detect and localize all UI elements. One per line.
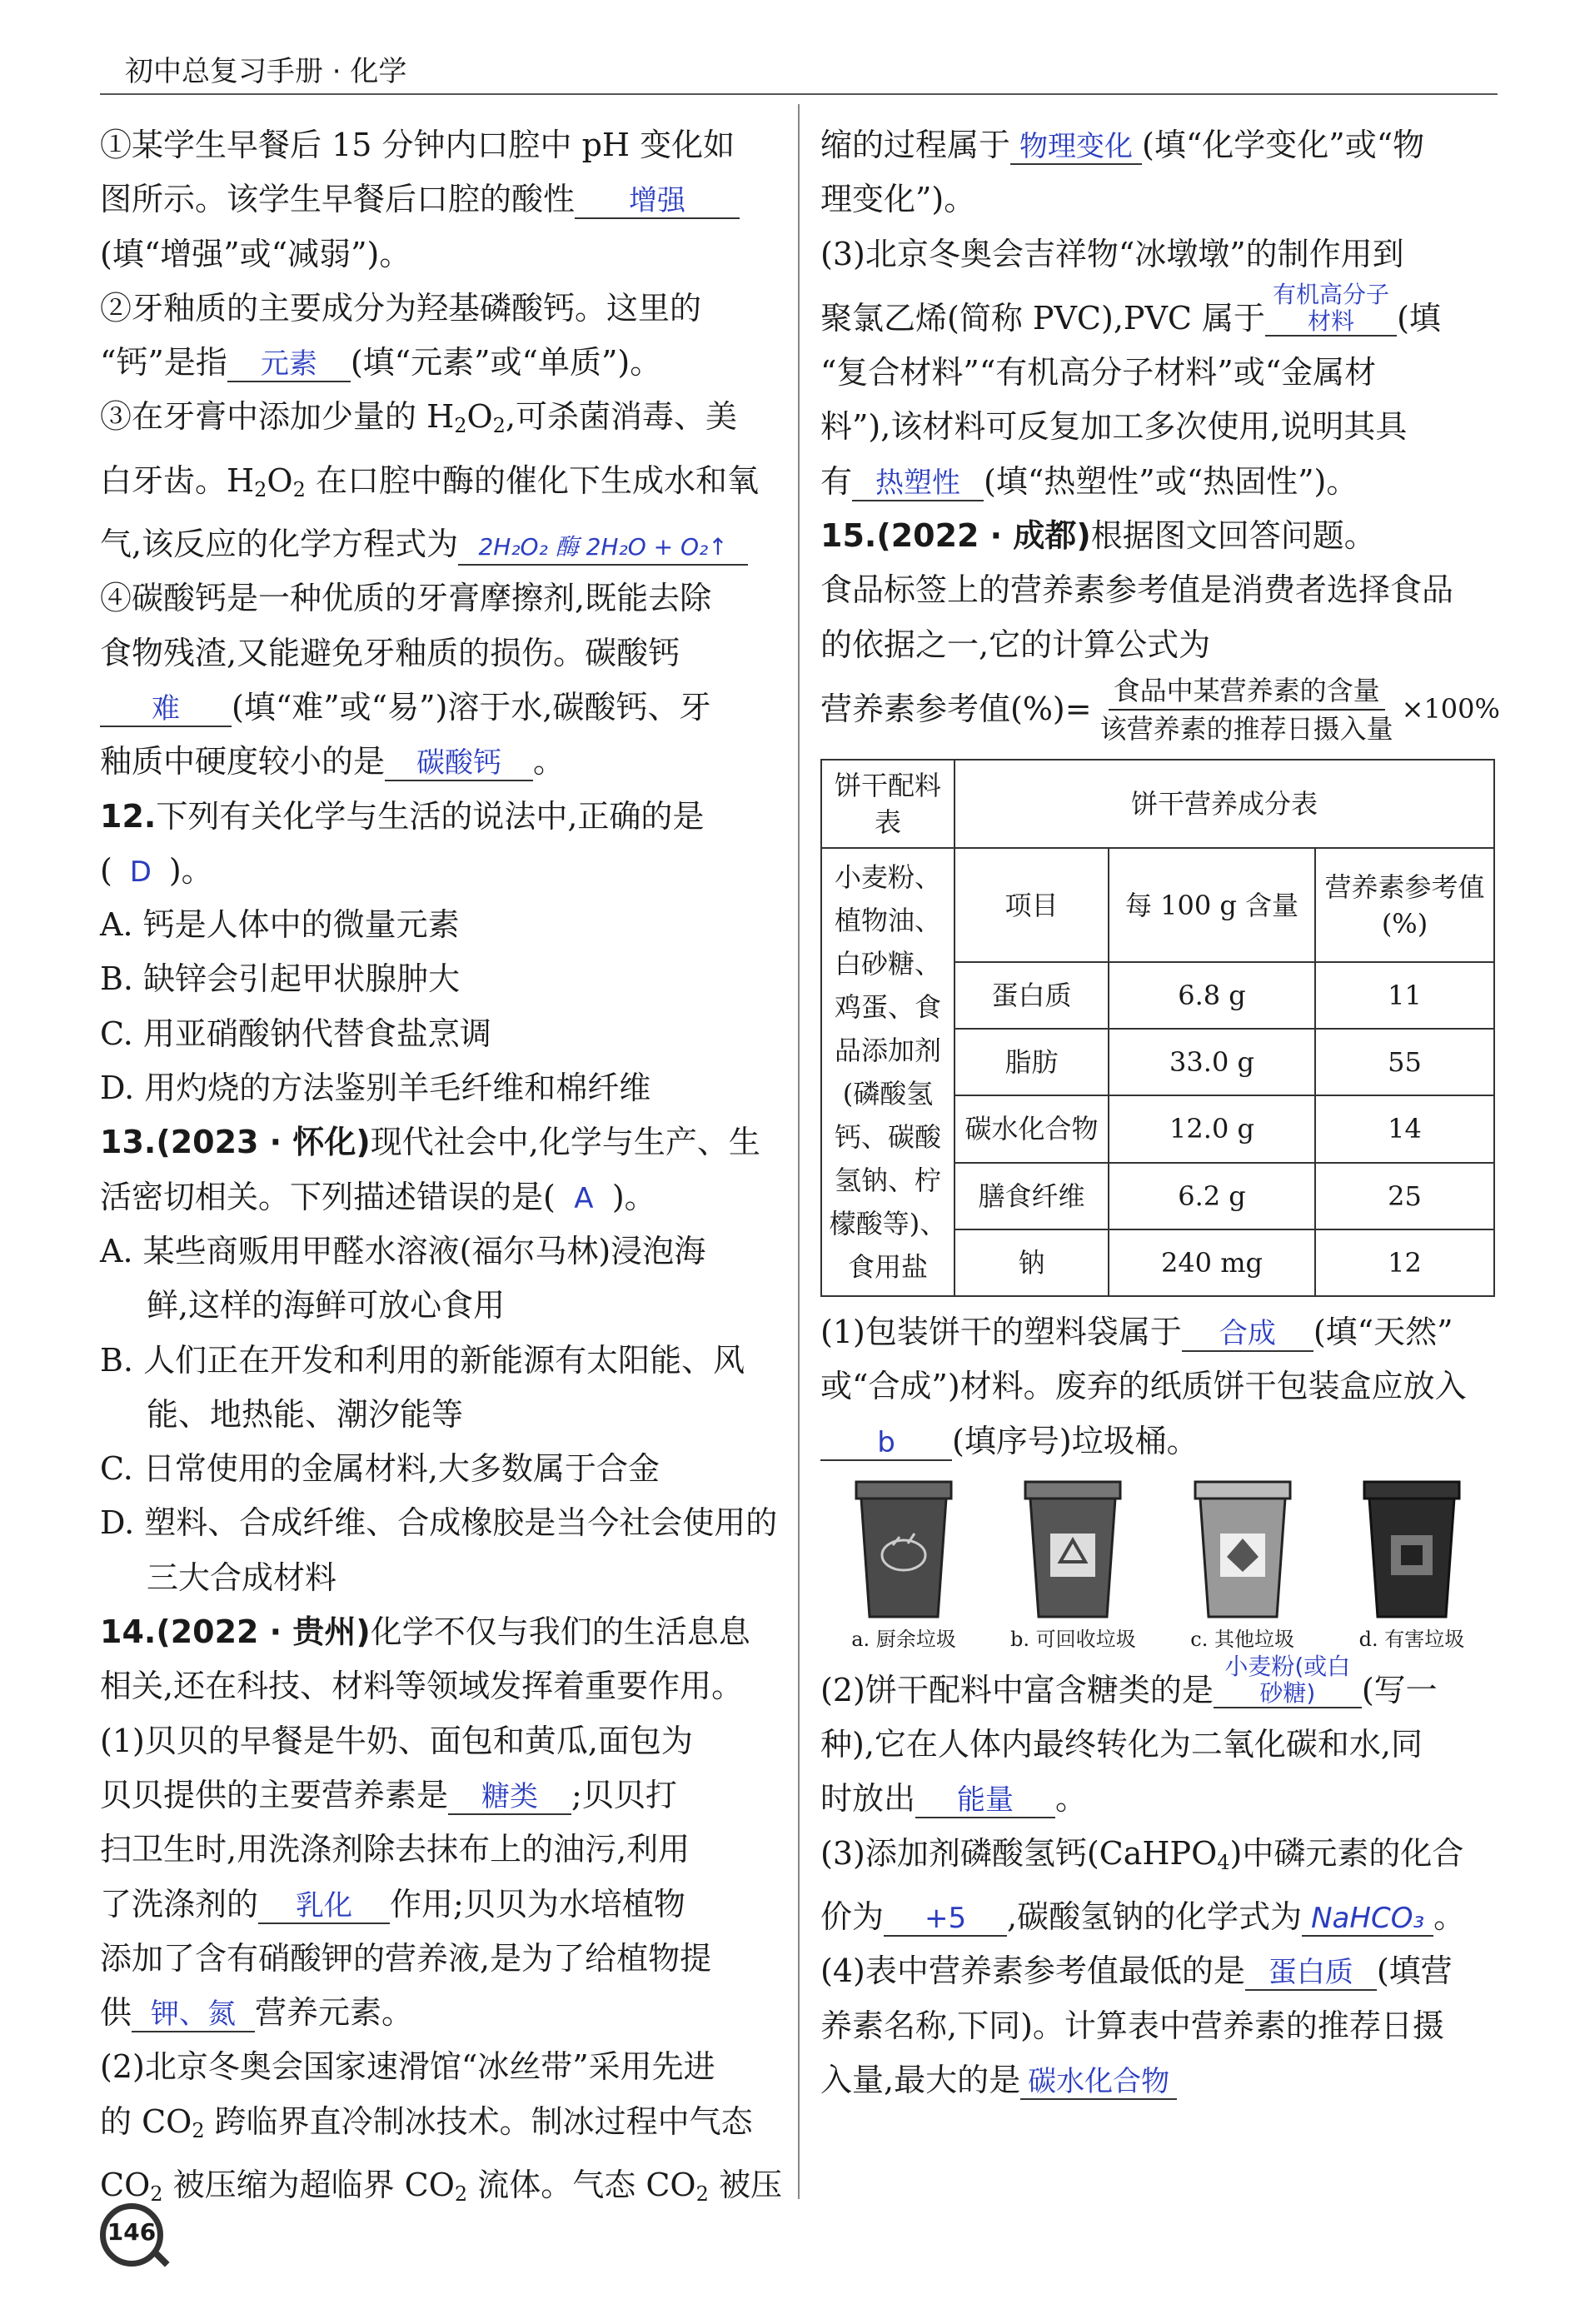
- answer-blank[interactable]: 碳酸钙: [385, 746, 533, 781]
- left-column: [100, 118, 783, 2222]
- table-cell: 钠: [954, 1229, 1109, 1296]
- q11-4-line: [100, 735, 783, 789]
- text: (填“增强”或“减弱”)。: [100, 235, 411, 272]
- q14-3-line: [820, 455, 1499, 509]
- answer-blank[interactable]: 物理变化: [1010, 130, 1142, 165]
- text: (填“热塑性”或“热固性”)。: [984, 462, 1358, 500]
- q14-stem: 相关,还在科技、材料等领域发挥着重要作用。: [100, 1668, 744, 1705]
- text: ,可杀菌消毒、美: [505, 398, 738, 436]
- text: O: [466, 398, 493, 436]
- q11-4-line: [100, 681, 783, 735]
- text: 聚氯乙烯(简称 PVC),PVC 属于: [820, 299, 1266, 337]
- q14-1-line: [100, 1768, 783, 1823]
- table-cell: 6.2 g: [1109, 1163, 1315, 1229]
- text: (填: [1397, 299, 1441, 337]
- text: 白牙齿。H: [100, 461, 255, 499]
- text: 时放出: [820, 1780, 916, 1818]
- question-source: (2022 · 贵州): [156, 1613, 371, 1651]
- table-cell: 240 mg: [1109, 1229, 1315, 1296]
- table-cell: 脂肪: [954, 1029, 1109, 1095]
- text: (2)饼干配料中富含糖类的是: [820, 1671, 1214, 1708]
- text: 根据图文回答问题。: [1090, 517, 1376, 555]
- answer-blank[interactable]: 难: [100, 692, 232, 727]
- text: (填“难”或“易”)溶于水,碳酸钙、牙: [232, 688, 711, 726]
- q13-stem: [100, 1170, 783, 1224]
- text: 营养元素。: [255, 1994, 414, 2032]
- q14-2-line: (2)北京冬奥会国家速滑馆“冰丝带”采用先进: [100, 2048, 715, 2086]
- bin-label: a. 厨余垃圾: [851, 1627, 956, 1651]
- q11-1-line: [100, 227, 783, 282]
- formula-numerator: 食品中某营养素的含量: [1109, 672, 1385, 711]
- subscript: 2: [454, 414, 467, 438]
- text: (填“天然”: [1313, 1313, 1453, 1350]
- text: 了洗涤剂的: [100, 1885, 259, 1923]
- q12-option: A. 钙是人体中的微量元素: [100, 906, 460, 944]
- answer-blank[interactable]: 碳水化合物: [1020, 2065, 1177, 2100]
- q11-4-line: [100, 571, 783, 626]
- q15-2-line: [820, 1653, 1499, 1718]
- q14-3-line: 料”),该材料可反复加工多次使用,说明其具: [820, 408, 1408, 446]
- formula-denominator: 该营养素的推荐日摄入量: [1099, 712, 1393, 745]
- text: ③在牙膏中添加少量的 H: [100, 398, 455, 436]
- q14-2-cont: [820, 118, 1499, 172]
- text: 入量,最大的是: [820, 2061, 1021, 2098]
- table-cell: 14: [1315, 1095, 1494, 1162]
- answer-blank[interactable]: 蛋白质: [1245, 1956, 1377, 1991]
- table-cell: 11: [1315, 962, 1494, 1029]
- text: 贝贝提供的主要营养素是: [100, 1776, 449, 1813]
- subscript: 2: [695, 2182, 709, 2206]
- answer-blank[interactable]: D: [129, 855, 152, 889]
- answer-blank[interactable]: 乳化: [258, 1889, 390, 1924]
- question-number: 12.: [100, 797, 157, 835]
- question-number: 14.: [100, 1613, 157, 1651]
- q13-option: 能、地热能、潮汐能等: [147, 1395, 464, 1433]
- q15-1-line: [820, 1305, 1499, 1359]
- q11-4-line: [100, 626, 783, 681]
- ingredients-cell: 小麦粉、植物油、白砂糖、鸡蛋、食品添加剂(磷酸氢钙、碳酸氢钠、柠檬酸等)、食用盐: [821, 848, 954, 1296]
- text: (填序号)垃圾桶。: [952, 1422, 1199, 1459]
- question-source: (2022 · 成都): [876, 517, 1091, 555]
- q12-option: C. 用亚硝酸钠代替食盐烹调: [100, 1015, 491, 1052]
- text: (填“化学变化”或“物: [1142, 127, 1425, 163]
- q11-1-line: [100, 118, 783, 172]
- q14-3-line: “复合材料”“有机高分子材料”或“金属材: [820, 354, 1377, 391]
- text: 。: [533, 743, 566, 780]
- table-cell: 蛋白质: [954, 962, 1109, 1029]
- nutrition-table: [820, 759, 1495, 1297]
- table-cell: 6.8 g: [1109, 962, 1315, 1029]
- table-header: 项目: [954, 848, 1109, 962]
- answer-blank[interactable]: b: [820, 1426, 952, 1461]
- table-cell: 膳食纤维: [954, 1163, 1109, 1229]
- answer-blank[interactable]: 热塑性: [852, 466, 984, 501]
- q14-1-line: [100, 1986, 783, 2040]
- magnifier-handle-icon: [152, 2249, 169, 2267]
- question-source: (2023 · 怀化): [156, 1124, 371, 1161]
- text: (填“元素”或“单质”)。: [350, 344, 662, 382]
- answer-blank[interactable]: 糖类: [448, 1780, 571, 1815]
- right-column: [820, 118, 1499, 2107]
- q15-4-line: [820, 1944, 1499, 1998]
- answer-blank[interactable]: 增强: [575, 184, 740, 219]
- q14-2-line: [100, 2095, 783, 2158]
- table-cell: 25: [1315, 1163, 1494, 1229]
- text: 食物残渣,又能避免牙釉质的损伤。碳酸钙: [100, 634, 680, 671]
- bin-other: [1168, 1479, 1318, 1653]
- q13-option: 鲜,这样的海鲜可放心食用: [147, 1287, 506, 1324]
- table-cell: 33.0 g: [1109, 1029, 1315, 1095]
- q11-3-line: [100, 390, 783, 453]
- q14-2-cont: 理变化”)。: [820, 181, 976, 218]
- page-number-badge: [100, 2203, 177, 2280]
- answer-blank[interactable]: 合成: [1182, 1317, 1313, 1352]
- q14-1-line: 添加了含有硝酸钾的营养液,是为了给植物提: [100, 1939, 712, 1977]
- q13-option: B. 人们正在开发和利用的新能源有太阳能、风: [100, 1341, 745, 1379]
- answer-blank[interactable]: 有机高分子材料: [1265, 282, 1397, 337]
- equation-answer-blank[interactable]: 2H₂O₂ 酶 2H₂O + O₂↑: [458, 531, 748, 566]
- text: (3)添加剂磷酸氢钙(CaHPO: [820, 1834, 1218, 1872]
- bin-kitchen: [829, 1479, 979, 1653]
- text: 价为: [820, 1898, 885, 1936]
- table-cell: 12: [1315, 1229, 1494, 1296]
- text: ④碳酸钙是一种优质的牙膏摩擦剂,既能去除: [100, 580, 712, 617]
- text: 缩的过程属于: [820, 127, 1011, 163]
- text: 的 CO: [100, 2102, 192, 2140]
- text: 供: [100, 1994, 132, 2032]
- table-cell: 碳水化合物: [954, 1095, 1109, 1162]
- text: ②牙釉质的主要成分为羟基磷酸钙。这里的: [100, 289, 702, 327]
- hazardous-bin-icon: [1358, 1479, 1466, 1620]
- text: (: [100, 851, 112, 889]
- table-head-nutrition: 饼干营养成分表: [954, 760, 1494, 848]
- other-bin-icon: [1189, 1479, 1297, 1620]
- q15-intro: 的依据之一,它的计算公式为: [820, 626, 1211, 663]
- q14-2-line: [100, 2158, 783, 2222]
- subscript: 2: [192, 2118, 205, 2142]
- q14-1-line: (1)贝贝的早餐是牛奶、面包和黄瓜,面包为: [100, 1722, 693, 1759]
- subscript: 2: [254, 477, 267, 501]
- nutrient-formula: [820, 672, 1499, 747]
- answer-blank[interactable]: 钾、氮: [132, 1997, 255, 2032]
- q13-option: 三大合成材料: [147, 1558, 337, 1596]
- q11-2-line: [100, 336, 783, 390]
- text: )。: [168, 851, 213, 889]
- q11-1-line: [100, 172, 783, 227]
- q12-option: B. 缺锌会引起甲状腺肿大: [100, 960, 461, 998]
- text: )。: [611, 1178, 656, 1215]
- text: 被压: [708, 2166, 782, 2203]
- question-number: 13.: [100, 1124, 157, 1161]
- bin-label: d. 有害垃圾: [1358, 1627, 1465, 1651]
- bin-label: b. 可回收垃圾: [1010, 1627, 1136, 1651]
- q11-3-line: [100, 454, 783, 517]
- text: O: [267, 461, 293, 499]
- text: (写一: [1361, 1671, 1438, 1708]
- q15-1-line: [820, 1414, 1499, 1469]
- formula-rhs: ×100%: [1401, 693, 1500, 726]
- q12-stem: [100, 790, 783, 844]
- subscript: 2: [150, 2182, 163, 2206]
- text: 被压缩为超临界 CO: [162, 2166, 455, 2203]
- text: 活密切相关。下列描述错误的是(: [100, 1178, 556, 1215]
- formula-fraction: [1100, 672, 1393, 747]
- subscript: 2: [292, 477, 306, 501]
- text: )中磷元素的化合: [1229, 1834, 1464, 1872]
- recyclable-bin-icon: [1019, 1479, 1127, 1620]
- header-rule: [100, 93, 1498, 95]
- text: (4)表中营养素参考值最低的是: [820, 1952, 1245, 1990]
- text: 流体。气态 CO: [467, 2166, 696, 2203]
- kitchen-bin-icon: [850, 1479, 958, 1620]
- text: ;贝贝打: [571, 1776, 677, 1813]
- bin-label: c. 其他垃圾: [1190, 1627, 1294, 1651]
- q14-1-line: 扫卫生时,用洗涤剂除去抹布上的油污,利用: [100, 1831, 690, 1868]
- text: (1)包装饼干的塑料袋属于: [820, 1313, 1182, 1350]
- answer-blank[interactable]: NaHCO₃: [1302, 1902, 1433, 1937]
- text: 化学不仅与我们的生活息息: [370, 1613, 750, 1651]
- q11-2-line: [100, 282, 783, 336]
- q11-3-line: [100, 517, 783, 571]
- answer-blank[interactable]: 小麦粉(或白砂糖): [1214, 1653, 1362, 1708]
- formula-lhs: 营养素参考值(%)=: [820, 691, 1092, 728]
- question-number: 15.: [820, 517, 877, 555]
- q15-3-line: [820, 1827, 1499, 1890]
- q13-option: C. 日常使用的金属材料,大多数属于合金: [100, 1450, 660, 1488]
- table-header: 每 100 g 含量: [1109, 848, 1315, 962]
- text: 图所示。该学生早餐后口腔的酸性: [100, 181, 576, 218]
- table-cell: 55: [1315, 1029, 1494, 1095]
- text: (填营: [1376, 1952, 1453, 1990]
- q12-answer-line: [100, 844, 783, 898]
- q14-1-line: [100, 1878, 783, 1932]
- text: “钙”是指: [100, 344, 227, 382]
- table-head-ingredients: 饼干配料表: [821, 760, 954, 848]
- q13-option: D. 塑料、合成纤维、合成橡胶是当今社会使用的: [100, 1504, 778, 1542]
- text: ①某学生早餐后 15 分钟内口腔中 pH 变化如: [100, 127, 735, 163]
- q12-option: D. 用灼烧的方法鉴别羊毛纤维和棉纤维: [100, 1070, 651, 1107]
- q15-stem: [820, 509, 1499, 563]
- q13-stem: [100, 1115, 783, 1169]
- q15-3-line: [820, 1890, 1499, 1944]
- bin-hazardous: [1337, 1479, 1487, 1653]
- subscript: 2: [454, 2182, 468, 2206]
- table-header: 营养素参考值(%): [1315, 848, 1494, 962]
- table-cell: 12.0 g: [1109, 1095, 1315, 1162]
- text: CO: [100, 2166, 151, 2203]
- text: 下列有关化学与生活的说法中,正确的是: [156, 797, 705, 835]
- subscript: 4: [1217, 1850, 1230, 1874]
- q13-option: A. 某些商贩用甲醛水溶液(福尔马林)浸泡海: [100, 1232, 706, 1269]
- q14-3-line: (3)北京冬奥会吉祥物“冰墩墩”的制作用到: [820, 235, 1404, 272]
- page-number: 146: [107, 2218, 157, 2246]
- text: 。: [1055, 1780, 1088, 1818]
- text: 气,该反应的化学方程式为: [100, 526, 459, 563]
- answer-blank[interactable]: 能量: [915, 1783, 1055, 1818]
- q15-1-line: 或“合成”)材料。废弃的纸质饼干包装盒应放入: [820, 1368, 1467, 1405]
- garbage-bins: [829, 1479, 1487, 1653]
- text: 跨临界直冷制冰技术。制冰过程中气态: [204, 2102, 753, 2140]
- q15-2-line: 种),它在人体内最终转化为二氧化碳和水,同: [820, 1726, 1423, 1763]
- q15-4-line: 养素名称,下同)。计算表中营养素的推荐日摄: [820, 2007, 1444, 2044]
- answer-blank[interactable]: A: [574, 1181, 594, 1215]
- text: 有: [820, 462, 853, 500]
- q15-intro: 食品标签上的营养素参考值是消费者选择食品: [820, 571, 1454, 609]
- text: 。: [1433, 1898, 1466, 1936]
- text: 现代社会中,化学与生产、生: [370, 1124, 760, 1161]
- q14-stem: [100, 1605, 783, 1659]
- page-header-title: 初中总复习手册 · 化学: [125, 55, 407, 88]
- text: ,碳酸氢钠的化学式为: [1007, 1898, 1303, 1936]
- q15-2-line: [820, 1772, 1499, 1826]
- column-divider: [798, 104, 800, 2199]
- text: 釉质中硬度较小的是: [100, 743, 386, 780]
- q14-3-line: [820, 282, 1499, 346]
- answer-blank[interactable]: +5: [884, 1902, 1007, 1937]
- text: 在口腔中酶的催化下生成水和氧: [305, 461, 759, 499]
- answer-blank[interactable]: 元素: [227, 347, 351, 382]
- text: 作用;贝贝为水培植物: [390, 1885, 685, 1923]
- subscript: 2: [492, 414, 506, 438]
- bin-recyclable: [998, 1479, 1148, 1653]
- q15-4-line: [820, 2053, 1499, 2107]
